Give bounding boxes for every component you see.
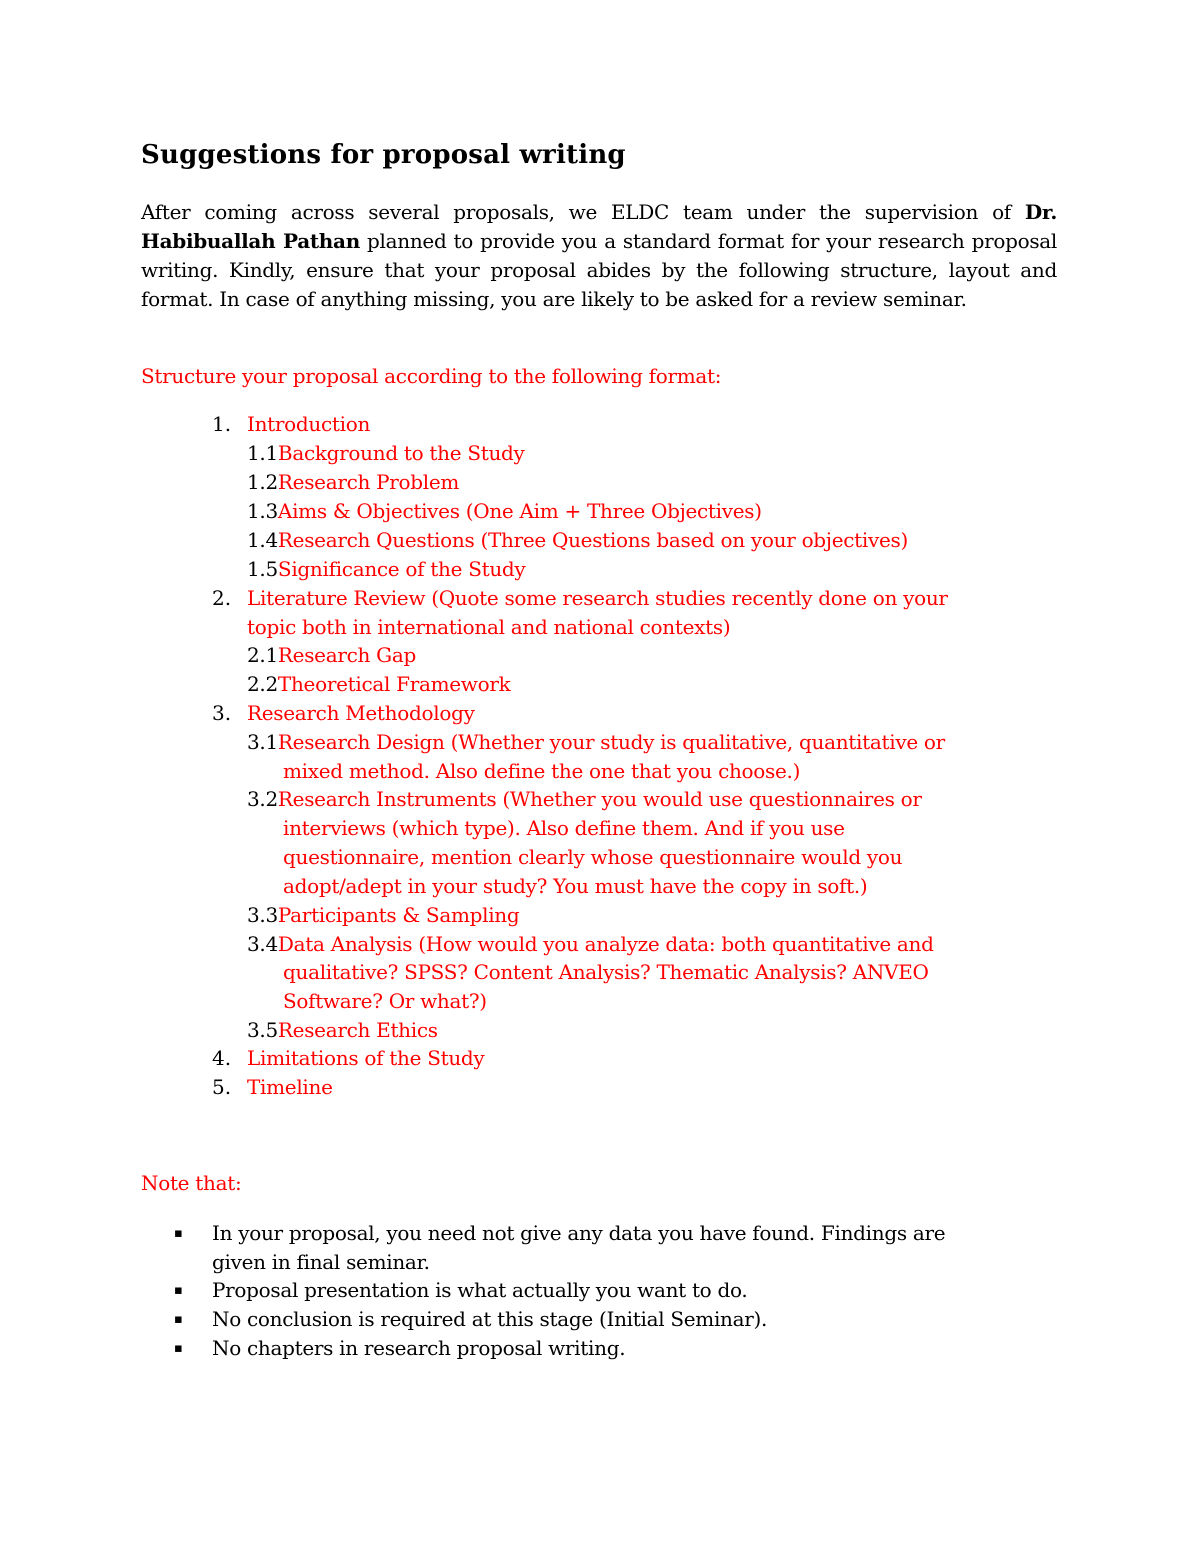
- outline-number-3: 3.: [212, 701, 232, 725]
- outline-number-4: 4.: [212, 1046, 232, 1070]
- note-item-4: No chapters in research proposal writing.: [212, 1336, 626, 1360]
- outline-item-background: 1.1Background to the Study: [247, 441, 525, 465]
- bullet-square-icon: ▪: [174, 1341, 183, 1356]
- note-item-1-cont: given in final seminar.: [212, 1250, 430, 1274]
- outline-item-timeline: Timeline: [247, 1075, 333, 1099]
- outline-item-research-instruments-cont-1: interviews (which type). Also define them. And if you use: [283, 816, 845, 840]
- intro-text-start: After coming across several proposals, we ELDC team under the supervision of: [141, 200, 1025, 224]
- bullet-square-icon: ▪: [174, 1283, 183, 1298]
- outline-item-research-instruments-cont-3: adopt/adept in your study? You must have the copy in soft.): [283, 874, 868, 898]
- intro-paragraph: [141, 198, 1057, 314]
- outline-number-5: 5.: [212, 1075, 232, 1099]
- outline-number-1: 1.: [212, 412, 232, 436]
- outline-item-research-questions: 1.4Research Questions (Three Questions based on your objectives): [247, 528, 908, 552]
- outline-item-limitations: Limitations of the Study: [247, 1046, 485, 1070]
- note-item-3: No conclusion is required at this stage (Initial Seminar).: [212, 1307, 768, 1331]
- outline-item-research-problem: 1.2Research Problem: [247, 470, 460, 494]
- structure-heading: Structure your proposal according to the following format:: [141, 364, 722, 388]
- outline-item-literature-review-cont: topic both in international and national contexts): [247, 615, 731, 639]
- outline-item-research-instruments-cont-2: questionnaire, mention clearly whose questionnaire would you: [283, 845, 903, 869]
- outline-item-data-analysis-cont-1: qualitative? SPSS? Content Analysis? Thematic Analysis? ANVEO: [283, 960, 929, 984]
- outline-item-data-analysis: 3.4Data Analysis (How would you analyze data: both quantitative and: [247, 932, 934, 956]
- outline-item-theoretical-framework: 2.2Theoretical Framework: [247, 672, 511, 696]
- note-heading: Note that:: [141, 1171, 242, 1195]
- outline-item-research-instruments: 3.2Research Instruments (Whether you would use questionnaires or: [247, 787, 922, 811]
- outline-number-2: 2.: [212, 586, 232, 610]
- outline-item-data-analysis-cont-2: Software? Or what?): [283, 989, 487, 1013]
- outline-item-introduction: Introduction: [247, 412, 371, 436]
- outline-item-research-gap: 2.1Research Gap: [247, 643, 416, 667]
- bullet-square-icon: ▪: [174, 1226, 183, 1241]
- note-item-2: Proposal presentation is what actually you want to do.: [212, 1278, 748, 1302]
- intro-text-end: planned to provide you a standard format for your research proposal writing. Kindly, ensure that your proposal abides by the following structure, layout and format. In case of anything missing, you are likely to be asked for a review seminar.: [141, 229, 1058, 311]
- outline-item-aims-objectives: 1.3Aims & Objectives (One Aim + Three Objectives): [247, 499, 762, 523]
- note-item-1: In your proposal, you need not give any data you have found. Findings are: [212, 1221, 946, 1245]
- page-title: Suggestions for proposal writing: [141, 140, 626, 170]
- outline-item-research-design: 3.1Research Design (Whether your study is qualitative, quantitative or: [247, 730, 945, 754]
- supervisor-name: Dr. Habibuallah Pathan: [141, 200, 1057, 253]
- outline-item-participants-sampling: 3.3Participants & Sampling: [247, 903, 520, 927]
- outline-item-literature-review: Literature Review (Quote some research studies recently done on your: [247, 586, 948, 610]
- outline-item-research-design-cont: mixed method. Also define the one that you choose.): [283, 759, 801, 783]
- outline-item-significance: 1.5Significance of the Study: [247, 557, 526, 581]
- bullet-square-icon: ▪: [174, 1312, 183, 1327]
- outline-item-research-ethics: 3.5Research Ethics: [247, 1018, 438, 1042]
- outline-item-research-methodology: Research Methodology: [247, 701, 475, 725]
